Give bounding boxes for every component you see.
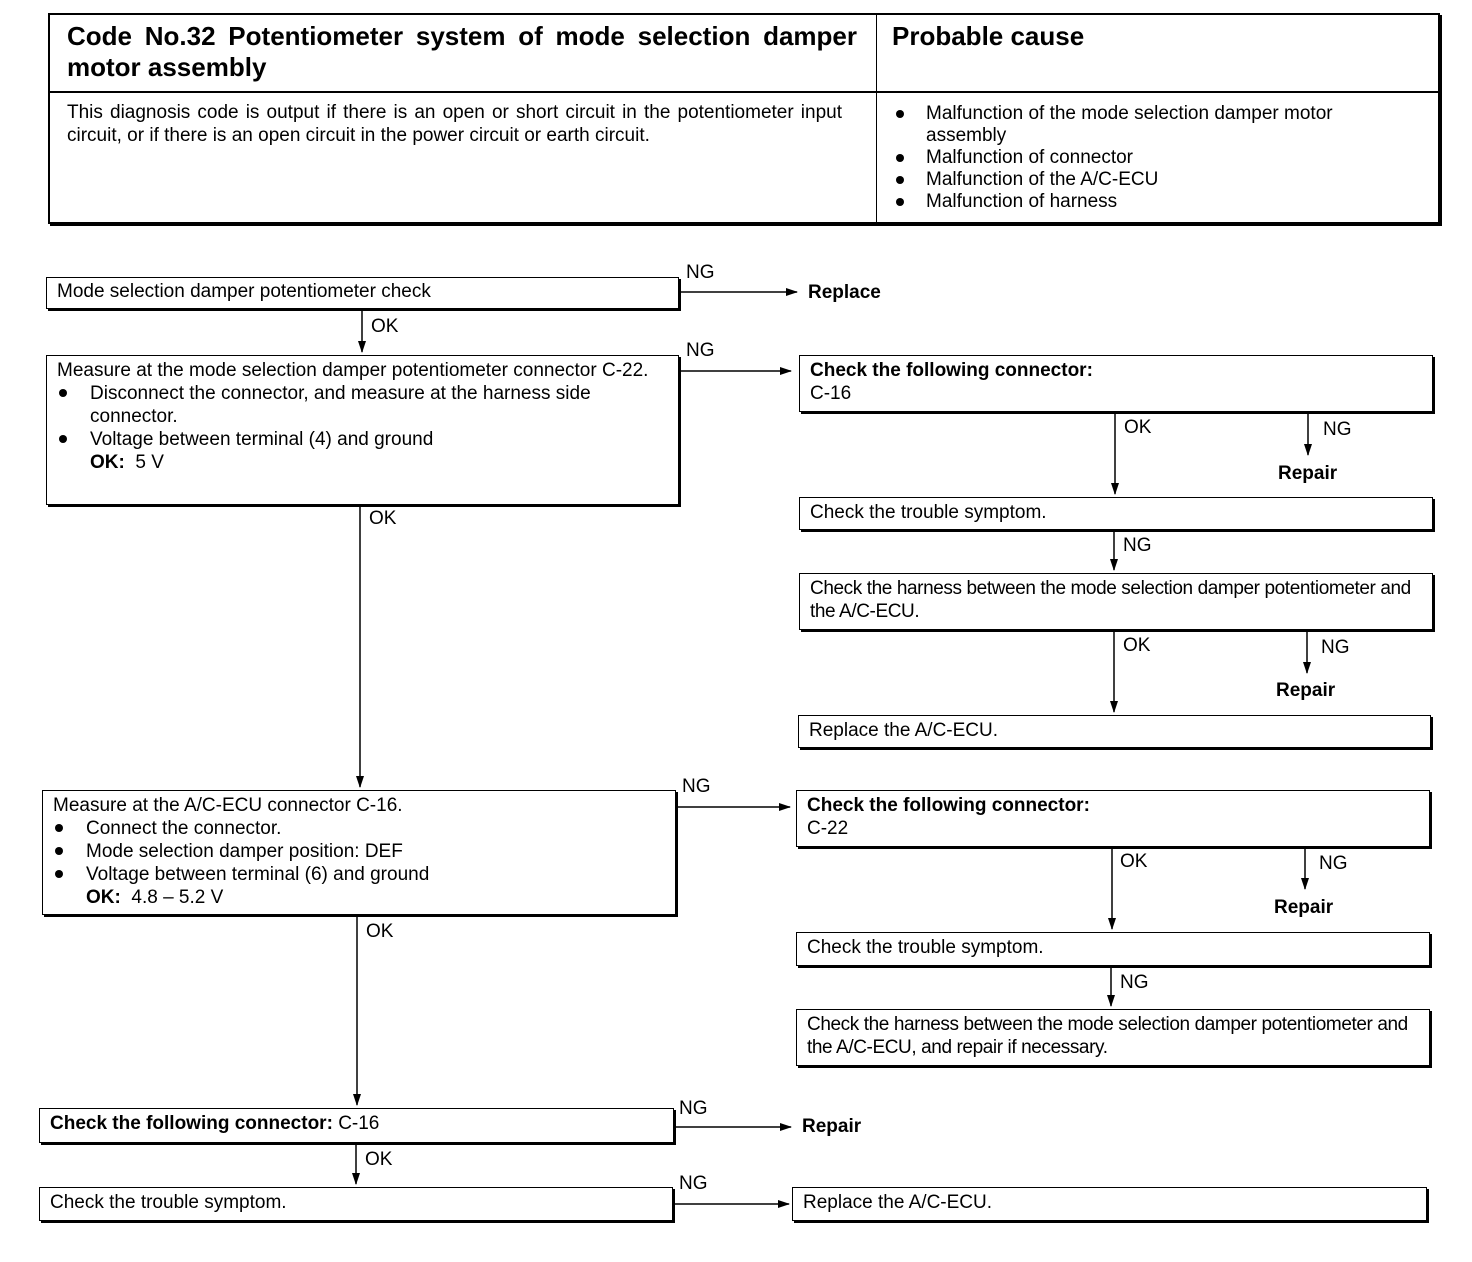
step3-measure-c16-box	[42, 790, 676, 915]
step2-bullet: Disconnect the connector, and measure at the harness side connector.	[57, 382, 668, 428]
step5-replace-box	[792, 1187, 1427, 1221]
step3-bullets	[53, 817, 665, 886]
branch-b-symptom-text: Check the trouble symptom.	[807, 937, 1044, 958]
ng-label: NG	[1321, 637, 1350, 658]
ng-label: NG	[1319, 853, 1348, 874]
step5-ng-action: Replace the A/C-ECU.	[803, 1192, 993, 1213]
step3-intro: Measure at the A/C-ECU connector C-16.	[53, 795, 403, 816]
branch-a-replace-box	[798, 715, 1431, 748]
branch-a-harness-text: Check the harness between the mode selection damper potentiometer and the A/C-ECU.	[810, 578, 1411, 622]
cause-item: Malfunction of the A/C-ECU	[892, 169, 1412, 191]
branch-a-harness-box	[799, 573, 1433, 630]
branch-b-connector-id: C-22	[807, 818, 849, 839]
step3-bullet: Mode selection damper position: DEF	[53, 840, 665, 863]
ok-label: OK	[1123, 635, 1151, 656]
ng-label: NG	[686, 262, 715, 283]
step3-bullet: Voltage between terminal (6) and ground	[53, 863, 665, 886]
step5-text: Check the trouble symptom.	[50, 1192, 287, 1213]
branch-a-connector-id: C-16	[810, 383, 852, 404]
branch-b-connector-box	[796, 790, 1430, 847]
ng-label: NG	[686, 340, 715, 361]
step1-text: Mode selection damper potentiometer check	[57, 281, 431, 302]
cause-item: Malfunction of connector	[892, 147, 1412, 169]
step4-title: Check the following connector:	[50, 1113, 333, 1134]
branch-a-replace-text: Replace the A/C-ECU.	[809, 720, 999, 741]
ok-label: OK	[366, 921, 394, 942]
step4-connector-id: C-16	[338, 1113, 380, 1134]
ok-label: OK	[1124, 417, 1152, 438]
step1-potentiometer-check-box	[46, 277, 679, 309]
step3-ok-value-row	[53, 886, 665, 909]
step4-ng-action: Repair	[802, 1116, 862, 1137]
ok-label: OK	[371, 316, 399, 337]
ng-label: NG	[679, 1098, 708, 1119]
code-title: Code No.32 Potentiometer system of mode selection damper motor assembly	[67, 21, 857, 82]
step2-intro: Measure at the mode selection damper potentiometer connector C-22.	[57, 360, 649, 381]
branch-b-harness-box	[796, 1009, 1430, 1066]
ng-label: NG	[1120, 972, 1149, 993]
branch-b-connector-ng-action: Repair	[1274, 897, 1334, 918]
branch-a-symptom-text: Check the trouble symptom.	[810, 502, 1047, 523]
step3-ok-value: 4.8 – 5.2 V	[131, 887, 224, 908]
ok-label: OK	[365, 1149, 393, 1170]
ng-label: NG	[1123, 535, 1152, 556]
branch-a-harness-ng-action: Repair	[1276, 680, 1336, 701]
code-description: This diagnosis code is output if there is an open or short circuit in the potentiometer input circuit, or if there is an open circuit in the power circuit or earth circuit.	[67, 102, 842, 146]
branch-b-harness-text: Check the harness between the mode selection damper potentiometer and the A/C-ECU, and repair if necessary.	[807, 1014, 1408, 1058]
branch-a-connector-box	[799, 355, 1433, 412]
branch-b-symptom-box	[796, 932, 1430, 966]
cause-item: Malfunction of harness	[892, 191, 1412, 213]
step4-connector-box	[39, 1108, 674, 1143]
step5-symptom-box	[39, 1187, 673, 1221]
step2-ok-value-row	[57, 451, 668, 474]
step2-measure-c22-box	[46, 355, 679, 505]
ok-value-label: OK:	[86, 887, 121, 908]
step3-bullet: Connect the connector.	[53, 817, 665, 840]
ok-label: OK	[1120, 851, 1148, 872]
ng-label: NG	[1323, 419, 1352, 440]
step2-bullets	[57, 382, 668, 451]
step2-ok-value: 5 V	[135, 452, 164, 473]
ng-label: NG	[679, 1173, 708, 1194]
ok-value-label: OK:	[90, 452, 125, 473]
step2-bullet: Voltage between terminal (4) and ground	[57, 428, 668, 451]
ok-label: OK	[369, 508, 397, 529]
ng-label: NG	[682, 776, 711, 797]
branch-b-connector-title: Check the following connector:	[807, 795, 1090, 816]
step1-ng-action: Replace	[808, 282, 881, 303]
branch-a-symptom-box	[799, 497, 1433, 530]
branch-a-connector-title: Check the following connector:	[810, 360, 1093, 381]
probable-cause-title: Probable cause	[892, 21, 1085, 51]
branch-a-connector-ng-action: Repair	[1278, 463, 1338, 484]
cause-item: Malfunction of the mode selection damper motor assembly	[892, 103, 1412, 147]
